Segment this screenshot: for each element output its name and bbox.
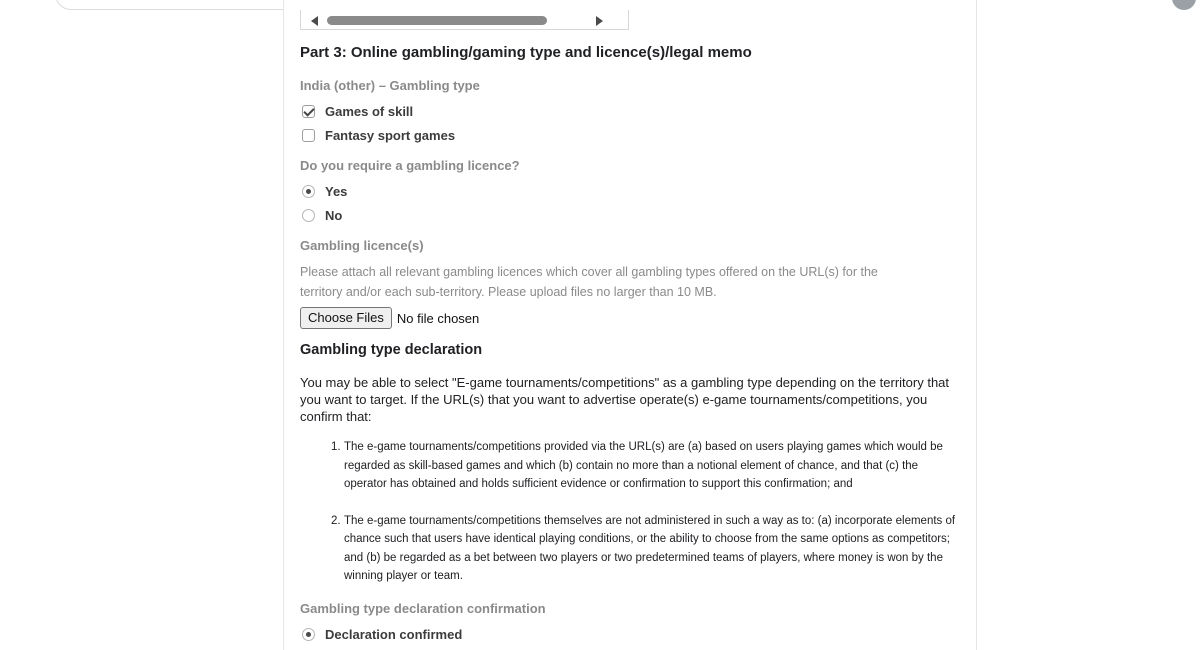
help-line: Please attach all relevant gambling licences which cover all gambling types offered on the URL(s) for the: [300, 265, 878, 279]
radio-unselected-icon[interactable]: [302, 209, 315, 222]
checkbox-checked-icon[interactable]: [302, 105, 315, 118]
radio-yes[interactable]: [302, 182, 347, 200]
option-label: Yes: [325, 183, 348, 199]
licences-help-text: [300, 262, 940, 302]
confirmation-label: Gambling type declaration confirmation: [300, 601, 546, 616]
radio-declaration-confirmed[interactable]: [302, 625, 462, 643]
radio-no[interactable]: [302, 206, 342, 224]
list-item: [300, 438, 960, 494]
scroll-right-arrow-icon[interactable]: [596, 16, 603, 26]
checkbox-unchecked-icon[interactable]: [302, 129, 315, 142]
licences-label: Gambling licence(s): [300, 238, 424, 253]
radio-selected-icon[interactable]: [302, 185, 315, 198]
declaration-intro: You may be able to select "E-game tournaments/competitions" as a gambling type depending on the territory that you want to target. If the URL(s) that you want to advertise operate(s) e-game tournaments/competitions, you confirm that:: [300, 375, 950, 424]
horizontal-scrollbar[interactable]: [300, 10, 629, 30]
checkbox-fantasy-sport-games[interactable]: [302, 126, 455, 144]
help-line: territory and/or each sub-territory. Please upload files no larger than 10 MB.: [300, 285, 717, 299]
gambling-type-label: India (other) – Gambling type: [300, 78, 480, 93]
choose-files-button[interactable]: Choose Files: [300, 307, 392, 329]
option-label: Declaration confirmed: [325, 626, 463, 642]
list-number: 1.: [331, 441, 341, 453]
list-item-text: The e-game tournaments/competitions provided via the URL(s) are (a) based on users playing games which would be regarded as skill-based games and which (b) contain no more than a notional element of chance, and that (c) the operator has obtained and holds sufficient evidence or confirmation to support this confirmation; and: [344, 441, 943, 490]
declaration-title: Gambling type declaration: [300, 342, 483, 358]
radio-selected-icon[interactable]: [302, 628, 315, 641]
option-label: No: [325, 207, 343, 223]
profile-avatar[interactable]: [1172, 0, 1196, 10]
list-item-text: The e-game tournaments/competitions themselves are not administered in such a way as to: (a) incorporate elements of chance such that users have identical playing conditions, or the ability to choose from the same options as competitors; and (b) be regarded as a bet between two players or two predetermined teams of players, where money is won by the winning player or team.: [344, 514, 956, 582]
list-item: [300, 512, 960, 586]
list-number: 2.: [331, 514, 341, 527]
scroll-left-arrow-icon[interactable]: [311, 16, 318, 26]
file-upload: [300, 307, 479, 329]
scrollbar-thumb[interactable]: [327, 16, 547, 25]
licence-question-label: Do you require a gambling licence?: [300, 158, 520, 173]
section-title: Part 3: Online gambling/gaming type and licence(s)/legal memo: [300, 44, 752, 61]
option-label: Games of skill: [325, 103, 414, 119]
checkbox-games-of-skill[interactable]: [302, 102, 413, 120]
declaration-list: [300, 438, 960, 586]
option-label: Fantasy sport games: [325, 127, 456, 143]
file-status-text: No file chosen: [396, 310, 480, 326]
